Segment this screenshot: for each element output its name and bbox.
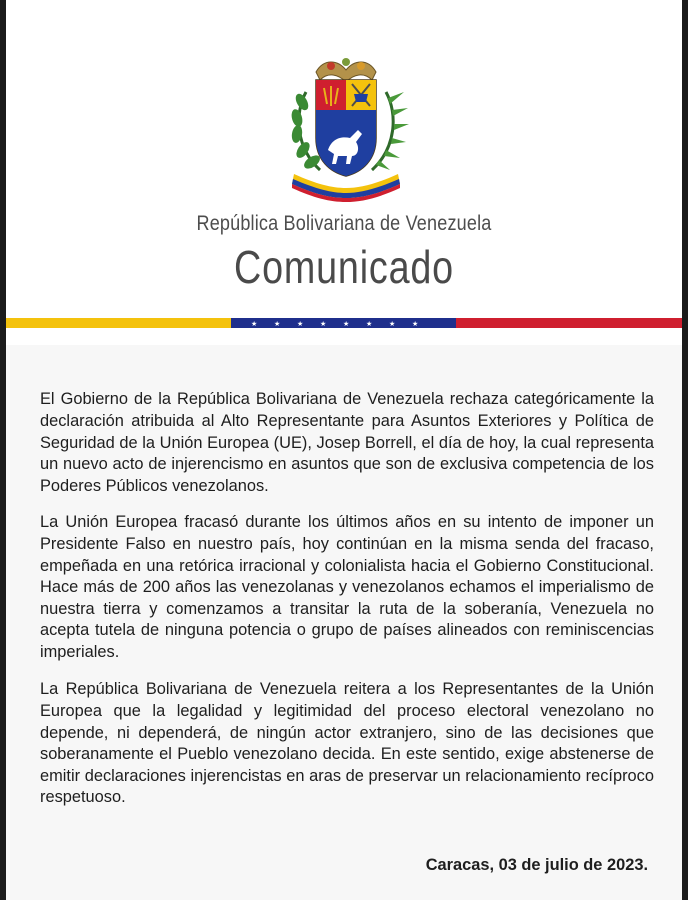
coat-of-arms-emblem (276, 52, 416, 202)
flag-color-strip (6, 318, 682, 328)
svg-text:★: ★ (274, 320, 281, 328)
paragraph-1: El Gobierno de la República Bolivariana de Venezuela rechaza categóricamente la declaración atribuida al Alto Representante para Asuntos Exteriores y Política de Seguridad de la Unión Europea (UE), Josep Borrell, el día de hoy, la cual representa un nuevo acto de injerencismo en asuntos que son de exclusiva competencia de los Poderes Públicos venezolanos. (40, 390, 654, 495)
letterhead (6, 0, 682, 345)
svg-text:★: ★ (251, 320, 258, 328)
svg-text:★: ★ (343, 320, 350, 328)
paragraph-2: La Unión Europea fracasó durante los últimos años en su intento de imponer un Presidente Falso en nuestro país, hoy continúan en la misma senda del fracaso, empeñada en una retórica irracional y colonialista hacia el Gobierno Constitucional. Hace más de 200 años las venezolanas y venezolanos echamos el imperialismo de nuestra tierra y comenzamos a transitar la ruta de la soberanía, Venezuela no acepta tutela de ninguna potencia o grupo de países alineados con reminiscencias imperiales. (40, 513, 654, 661)
organization-name: República Bolivariana de Venezuela (196, 212, 492, 235)
communique-body (6, 345, 682, 900)
svg-text:★: ★ (297, 320, 304, 328)
date-line: Caracas, 03 de julio de 2023. (425, 856, 648, 874)
communique-page (6, 0, 682, 900)
document-title: Comunicado (234, 241, 454, 293)
paragraph-3: La República Bolivariana de Venezuela reitera a los Representantes de la Unión Europea que la legalidad y legitimidad del proceso electoral venezolano no depende, ni dependerá, de ningún actor extranjero, sino de las decisiones que soberanamente el Pueblo venezolano decida. En este sentido, exige abstenerse de emitir declaraciones injerencistas en aras de preservar un relacionamiento recíproco respetuoso. (40, 680, 654, 807)
svg-text:★: ★ (320, 320, 327, 328)
svg-text:★: ★ (389, 320, 396, 328)
svg-text:★: ★ (366, 320, 373, 328)
svg-text:★: ★ (412, 320, 419, 328)
